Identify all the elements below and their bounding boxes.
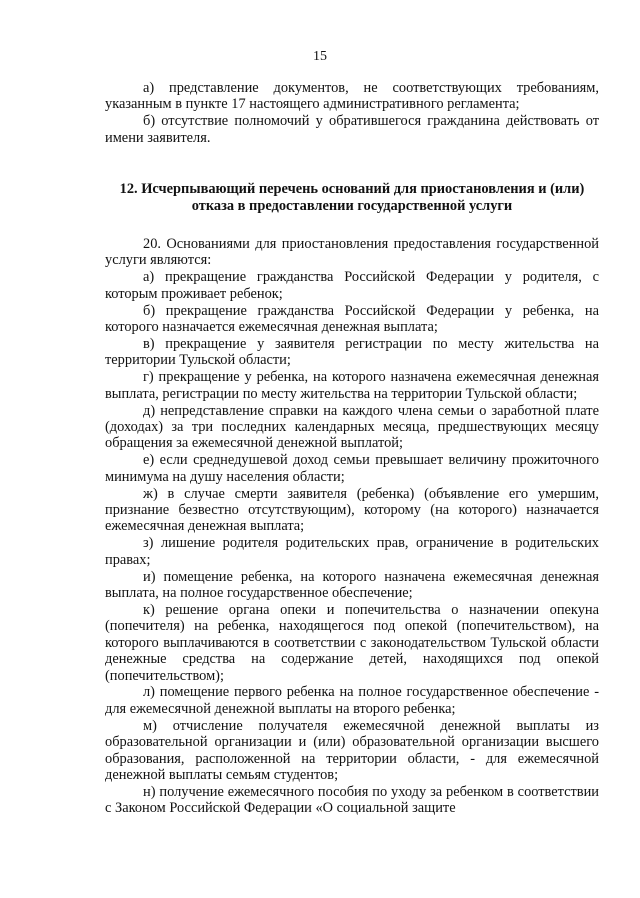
list-item: д) непредставление справки на каждого члена семьи о заработной плате (доходах) за три последних календарных месяца, предшествующих месяцу обращения за ежемесячной денежной выплатой; xyxy=(105,402,599,452)
list-item: к) решение органа опеки и попечительства о назначении опекуна (попечителя) на ребенка, находящегося под опекой (попечительством), на которого выплачиваются в соответствии с законодательством Тульской области денежные средства на содержание детей, находящихся под опекой (попечительством); xyxy=(105,601,599,684)
list-item: в) прекращение у заявителя регистрации по месту жительства на территории Тульской области; xyxy=(105,335,599,369)
list-item-b: б) отсутствие полномочий у обратившегося гражданина действовать от имени заявителя. xyxy=(105,113,599,146)
list-item-a: а) представление документов, не соответствующих требованиям, указанным в пункте 17 настоящего административного регламента; xyxy=(105,80,599,113)
paragraph-20: 20. Основаниями для приостановления предоставления государственной услуги являются: xyxy=(105,235,599,269)
list-item: л) помещение первого ребенка на полное государственное обеспечение - для ежемесячной денежной выплаты на второго ребенка; xyxy=(105,684,599,717)
section-heading xyxy=(105,181,599,214)
document-body xyxy=(105,80,599,817)
section-heading-line-2: отказа в предоставлении государственной услуги xyxy=(191,197,513,214)
list-item: н) получение ежемесячного пособия по уходу за ребенком в соответствии с Законом Российской Федерации «О социальной защите xyxy=(105,783,599,817)
list-item: а) прекращение гражданства Российской Федерации у родителя, с которым проживает ребенок; xyxy=(105,269,599,302)
page-number: 15 xyxy=(313,49,327,64)
list-item: и) помещение ребенка, на которого назначена ежемесячная денежная выплата, на полное государственное обеспечение; xyxy=(105,568,599,601)
list-item: е) если среднедушевой доход семьи превышает величину прожиточного минимума на душу населения области; xyxy=(105,452,599,485)
list-item: б) прекращение гражданства Российской Федерации у ребенка, на которого назначается ежемесячная денежная выплата; xyxy=(105,302,599,335)
list-item: м) отчисление получателя ежемесячной денежной выплаты из образовательной организации и (или) образовательной организации высшего образования, расположенной на территории области, - для ежемесячной денежной выплаты семьям студентов; xyxy=(105,717,599,783)
section-heading-line-1: 12. Исчерпывающий перечень оснований для приостановления и (или) xyxy=(119,181,585,198)
list-item: ж) в случае смерти заявителя (ребенка) (объявление его умершим, признание безвестно отсутствующим), которому (на которого) назначается ежемесячная денежная выплата; xyxy=(105,485,599,535)
list-item: з) лишение родителя родительских прав, ограничение в родительских правах; xyxy=(105,535,599,568)
list-item: г) прекращение у ребенка, на которого назначена ежемесячная денежная выплата, регистрации по месту жительства на территории Тульской области; xyxy=(105,369,599,402)
